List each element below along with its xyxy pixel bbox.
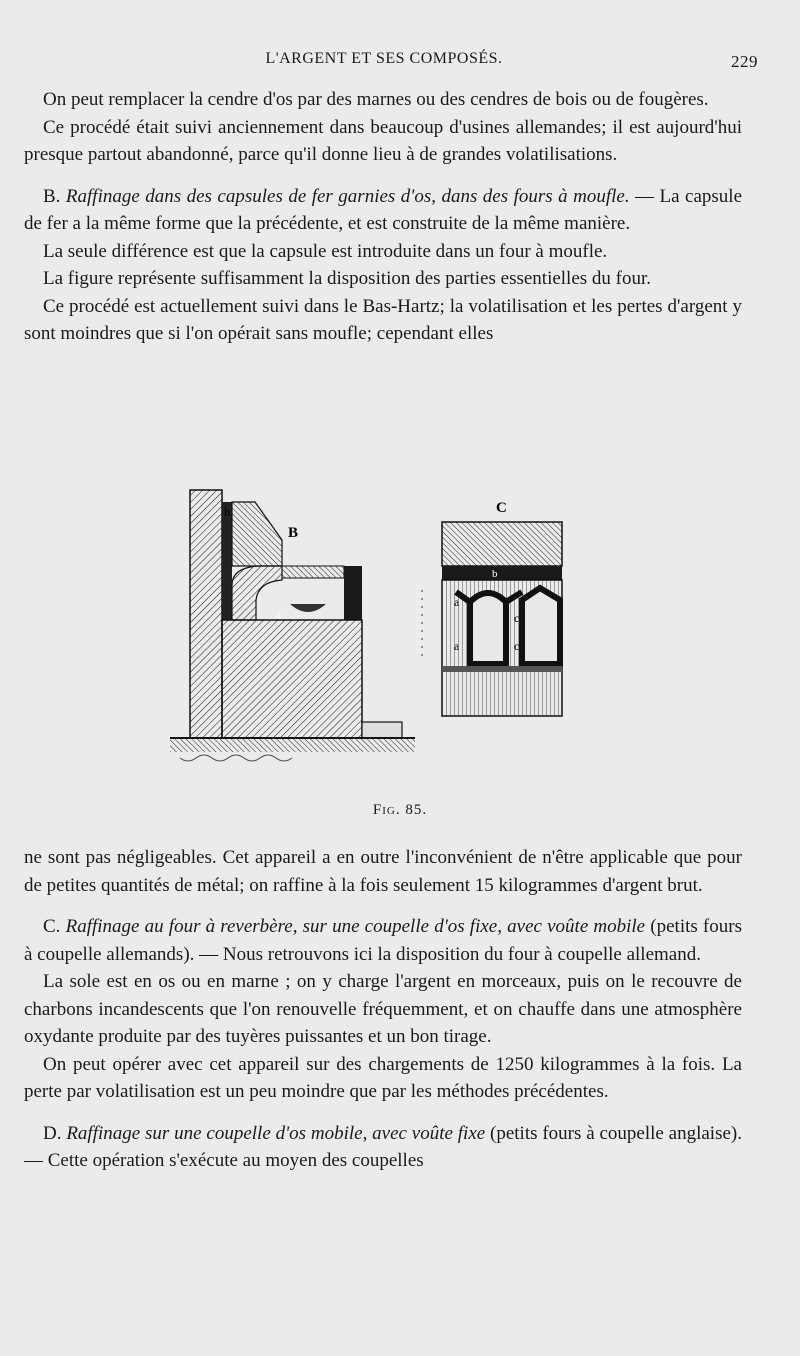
label-c-upper: c bbox=[514, 611, 520, 625]
caption-text: Fig. 85. bbox=[372, 802, 428, 818]
figure-85-illustration bbox=[170, 480, 590, 790]
section-text: — La capsule de fer a la même forme que la précédente, et est construite de la même manière. bbox=[24, 185, 742, 234]
header-title: L'ARGENT ET SES COMPOSÉS. bbox=[265, 50, 503, 67]
paragraph: La figure représente suffisamment la disposition des parties essentielles du four. bbox=[43, 268, 652, 289]
label-c-lower: c bbox=[514, 639, 520, 653]
running-header bbox=[24, 50, 758, 80]
text-block-upper bbox=[24, 86, 742, 348]
figure-caption bbox=[0, 802, 800, 819]
page-number: 229 bbox=[731, 52, 758, 71]
section-text: (petits fours à coupelle allemands). — Nous retrouvons ici la disposition du four à coupelle allemand. bbox=[24, 916, 742, 965]
section-letter: D. bbox=[43, 1122, 67, 1144]
label-b-small: b bbox=[492, 568, 498, 580]
section-c-paragraph bbox=[24, 913, 742, 968]
section-d-paragraph bbox=[24, 1120, 742, 1175]
figure-c-section bbox=[442, 500, 562, 716]
section-b-paragraph bbox=[24, 183, 742, 238]
section-letter: C. bbox=[43, 916, 66, 937]
section-text: (petits fours à coupelle anglaise). — Cette opération s'exécute au moyen des coupelles bbox=[24, 1122, 742, 1171]
section-heading: Raffinage au four à reverbère, sur une coupelle d'os fixe, avec voûte mobile bbox=[65, 916, 646, 937]
section-heading: Raffinage sur une coupelle d'os mobile, avec voûte fixe bbox=[66, 1122, 486, 1144]
label-a: a bbox=[276, 607, 282, 621]
paragraph: La sole est en os ou en marne ; on y charge l'argent en morceaux, puis on le recouvre de charbons incandescents que l'on renouvelle fréquemment, et on chauffe dans une atmosphère oxydante produite par des tuyères puissantes et un bon tirage. bbox=[24, 971, 742, 1047]
label-h: h bbox=[224, 504, 231, 519]
label-c-figure: C bbox=[496, 500, 507, 516]
paragraph: ne sont pas négligeables. Cet appareil a en outre l'inconvénient de n'être applicable que pour de petites quantités de métal; on raffine à la fois seulement 15 kilogrammes d'argent brut. bbox=[24, 847, 742, 896]
paragraph: Ce procédé était suivi anciennement dans beaucoup d'usines allemandes; il est aujourd'hui presque partout abandonné, parce qu'il donne lieu à de grandes volatilisations. bbox=[24, 116, 742, 165]
furnace-engraving bbox=[170, 480, 590, 790]
section-heading: Raffinage dans des capsules de fer garnies d'os, dans des fours à moufle. bbox=[65, 185, 630, 207]
paragraph: On peut opérer avec cet appareil sur des chargements de 1250 kilogrammes à la fois. La perte par volatilisation est un peu moindre que par les méthodes précédentes. bbox=[24, 1053, 742, 1102]
paragraph: La seule différence est que la capsule est introduite dans un four à moufle. bbox=[43, 240, 608, 262]
text-block-lower bbox=[24, 844, 742, 1175]
label-b-figure: B bbox=[288, 525, 299, 541]
section-letter: B. bbox=[43, 185, 66, 207]
figure-b-section bbox=[170, 490, 415, 761]
paragraph: Ce procédé est actuellement suivi dans le Bas-Hartz; la volatilisation et les pertes d'argent y sont moindres que si l'on opérait sans moufle; cependant elles bbox=[24, 295, 742, 344]
label-a-upper: a bbox=[454, 595, 460, 609]
paragraph: On peut remplacer la cendre d'os par des marnes ou des cendres de bois ou de fougères. bbox=[43, 89, 709, 110]
label-a-lower: a bbox=[454, 639, 460, 653]
